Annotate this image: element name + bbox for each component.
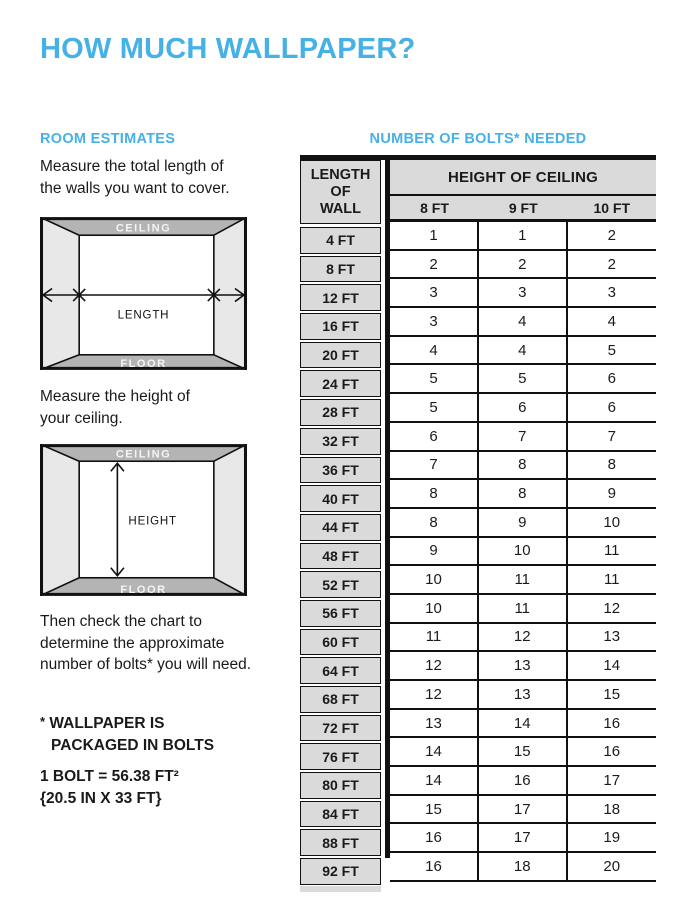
bolt-count-cell: 3	[479, 279, 568, 308]
wall-length-cell: 12 FT	[300, 284, 381, 311]
bolt-count-cell: 5	[568, 337, 657, 366]
bolt-count-cell: 4	[479, 308, 568, 337]
wall-length-cell: 4 FT	[300, 227, 381, 254]
bolt-count-cell: 13	[479, 681, 568, 710]
bolt-count-cell: 5	[479, 365, 568, 394]
column-header-9ft: 9 FT	[508, 199, 538, 216]
bolt-count-cell: 8	[479, 480, 568, 509]
wall-length-cell: 32 FT	[300, 428, 381, 455]
bolt-count-cell: 6	[568, 365, 657, 394]
bolt-count-cell: 13	[390, 710, 479, 739]
bolt-count-cell: 2	[390, 251, 479, 280]
wall-length-cell: 40 FT	[300, 485, 381, 512]
length-measure-label: LENGTH	[117, 309, 170, 322]
bolt-count-cell: 10	[390, 595, 479, 624]
bolts-needed-table	[300, 155, 656, 892]
bolt-count-cell: 11	[390, 624, 479, 653]
bolt-count-cell: 4	[568, 308, 657, 337]
instruction-line: your ceiling.	[40, 409, 123, 427]
wall-length-cell: 44 FT	[300, 514, 381, 541]
wall-length-cell: 60 FT	[300, 629, 381, 656]
ceiling-height-subheaders	[390, 196, 656, 222]
bolt-count-cell: 16	[390, 824, 479, 853]
bolt-count-cell: 3	[390, 279, 479, 308]
asterisk-mark: *	[40, 714, 46, 729]
bolt-count-cell: 11	[568, 538, 657, 567]
room-estimates-heading: ROOM ESTIMATES	[40, 131, 176, 147]
bolt-count-cell: 8	[568, 452, 657, 481]
wall-length-cell: 16 FT	[300, 313, 381, 340]
bolt-count-cell: 6	[390, 423, 479, 452]
bolt-count-cell: 9	[568, 480, 657, 509]
bolt-count-cell: 15	[390, 796, 479, 825]
room-length-diagram	[40, 217, 247, 370]
bolt-count-cell: 9	[390, 538, 479, 567]
bolt-count-cell: 17	[479, 824, 568, 853]
instruction-line: number of bolts* you will need.	[40, 656, 252, 673]
floor-label: FLOOR	[120, 583, 167, 596]
wall-length-cell: 24 FT	[300, 370, 381, 397]
bolt-count-cell: 19	[568, 824, 657, 853]
bolt-count-cell: 10	[568, 509, 657, 538]
bolt-count-cell: 11	[568, 566, 657, 595]
bolt-count-cell: 4	[479, 337, 568, 366]
bolt-count-cell: 4	[390, 337, 479, 366]
bolt-count-cell: 1	[390, 222, 479, 251]
check-chart-instruction	[40, 611, 251, 676]
bolt-count-cell: 7	[568, 423, 657, 452]
bolts-needed-heading: NUMBER OF BOLTS* NEEDED	[369, 131, 587, 147]
bolt-count-cell: 11	[479, 595, 568, 624]
bolt-count-cell: 13	[568, 624, 657, 653]
bolt-count-cell: 18	[479, 853, 568, 882]
wall-length-cell: 76 FT	[300, 743, 381, 770]
bolt-count-cell: 7	[390, 452, 479, 481]
bolt-count-cell: 17	[568, 767, 657, 796]
wall-length-cell: 48 FT	[300, 543, 381, 570]
bolt-count-cell: 10	[390, 566, 479, 595]
bolt-count-cell: 3	[390, 308, 479, 337]
instruction-line: determine the approximate	[40, 634, 225, 652]
wall-length-cell: 28 FT	[300, 399, 381, 426]
footnote-line: PACKAGED IN BOLTS	[51, 736, 215, 754]
bolt-count-cell: 20	[568, 853, 657, 882]
bolt-count-cell: 16	[390, 853, 479, 882]
measure-length-instruction	[40, 156, 230, 199]
bolt-size-line: 1 BOLT = 56.38 FT²	[40, 768, 179, 785]
wall-length-cell: 20 FT	[300, 342, 381, 369]
instruction-line: Measure the total length of	[40, 158, 224, 175]
bolt-count-cell: 11	[479, 566, 568, 595]
bolt-count-cell: 12	[568, 595, 657, 624]
left-wall-shape	[40, 444, 79, 596]
wall-length-cell: 84 FT	[300, 801, 381, 828]
bolt-count-cell: 8	[390, 480, 479, 509]
right-wall-shape	[214, 444, 247, 596]
instruction-line: Then check the chart to	[40, 613, 202, 630]
column-header-10ft: 10 FT	[593, 199, 631, 216]
bolt-count-cell: 12	[390, 652, 479, 681]
bolt-count-cell: 18	[568, 796, 657, 825]
bolt-count-cell: 16	[568, 738, 657, 767]
table-data-area	[390, 160, 656, 882]
wall-length-cell: 52 FT	[300, 571, 381, 598]
bolt-count-cell: 2	[568, 251, 657, 280]
room-height-diagram	[40, 444, 247, 596]
wall-length-cell: 36 FT	[300, 457, 381, 484]
bolt-count-cell: 8	[479, 452, 568, 481]
height-of-ceiling-header: HEIGHT OF CEILING	[390, 160, 656, 196]
instruction-line: Measure the height of	[40, 388, 190, 405]
bolt-count-cell: 10	[479, 538, 568, 567]
bolt-count-cell: 16	[568, 710, 657, 739]
bolt-count-cell: 12	[479, 624, 568, 653]
wall-length-cell: 88 FT	[300, 829, 381, 856]
bolt-count-cell: 3	[568, 279, 657, 308]
wall-length-header: LENGTH OF WALL	[300, 160, 381, 224]
bolt-count-cell: 12	[390, 681, 479, 710]
bolt-count-cell: 1	[479, 222, 568, 251]
bolts-grid	[390, 222, 656, 882]
bolt-count-cell: 7	[479, 423, 568, 452]
floor-label: FLOOR	[120, 357, 167, 370]
bolt-count-cell: 6	[479, 394, 568, 423]
bolt-count-cell: 2	[479, 251, 568, 280]
wall-length-cell: 56 FT	[300, 600, 381, 627]
bolt-size-line: {20.5 IN X 33 FT}	[40, 789, 162, 807]
bolt-size-note	[40, 766, 179, 809]
bolt-count-cell: 17	[479, 796, 568, 825]
column-tail-strip	[300, 886, 381, 892]
bolt-count-cell: 13	[479, 652, 568, 681]
bolt-count-cell: 14	[568, 652, 657, 681]
bolt-count-cell: 6	[568, 394, 657, 423]
page-title: HOW MUCH WALLPAPER?	[40, 33, 416, 65]
wall-length-cell: 80 FT	[300, 772, 381, 799]
ceiling-label: CEILING	[115, 222, 172, 235]
height-measure-label: HEIGHT	[128, 515, 177, 528]
bolt-count-cell: 5	[390, 365, 479, 394]
bolt-count-cell: 2	[568, 222, 657, 251]
bolt-count-cell: 9	[479, 509, 568, 538]
wall-length-cell: 64 FT	[300, 657, 381, 684]
bolt-count-cell: 15	[479, 738, 568, 767]
wall-length-cell: 8 FT	[300, 256, 381, 283]
bolt-count-cell: 15	[568, 681, 657, 710]
footnote-line: WALLPAPER IS	[49, 715, 165, 732]
wall-length-cell: 68 FT	[300, 686, 381, 713]
ceiling-label: CEILING	[115, 448, 172, 461]
bolts-footnote	[40, 711, 214, 756]
instruction-line: the walls you want to cover.	[40, 179, 230, 197]
wall-length-cell: 92 FT	[300, 858, 381, 885]
measure-height-instruction	[40, 386, 190, 429]
wall-length-cell: 72 FT	[300, 715, 381, 742]
bolt-count-cell: 14	[390, 738, 479, 767]
bolt-count-cell: 5	[390, 394, 479, 423]
bolt-count-cell: 16	[479, 767, 568, 796]
bolt-count-cell: 14	[390, 767, 479, 796]
bolt-count-cell: 8	[390, 509, 479, 538]
wall-length-column	[300, 160, 385, 892]
column-header-8ft: 8 FT	[420, 199, 449, 216]
bolt-count-cell: 14	[479, 710, 568, 739]
